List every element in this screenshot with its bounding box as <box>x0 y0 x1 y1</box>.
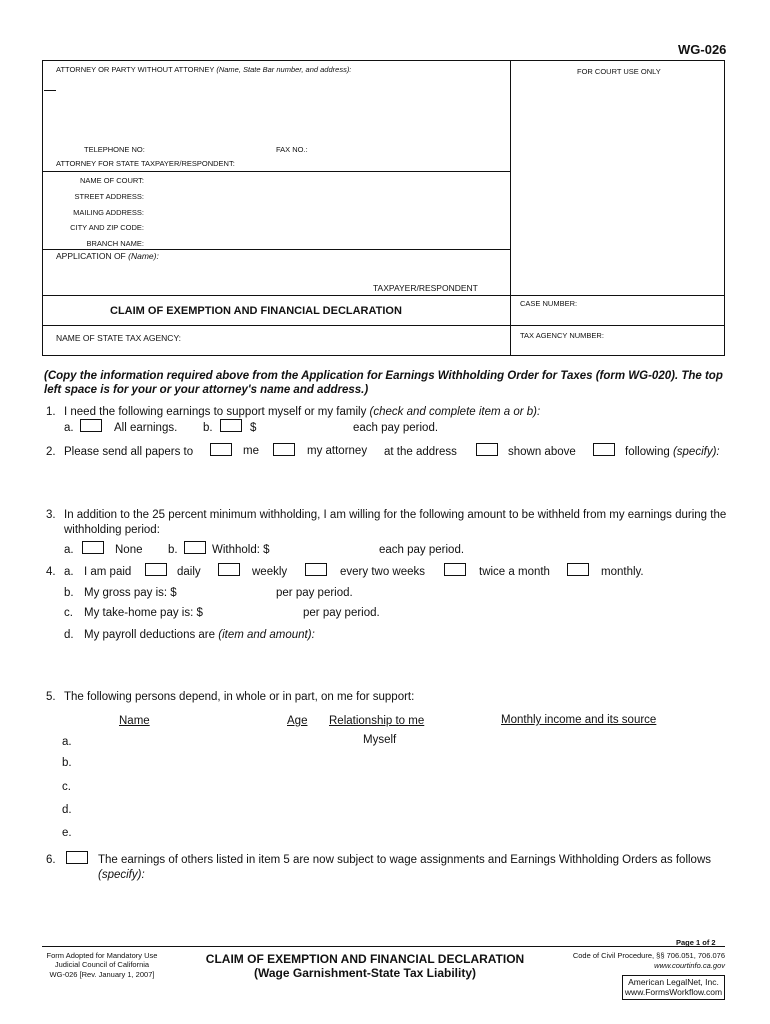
item5-myself: Myself <box>363 734 397 746</box>
item4-c-tail: per pay period. <box>303 607 380 619</box>
page-number: Page 1 of 2 <box>676 938 716 947</box>
divider-title-agency <box>42 325 725 326</box>
item1-b-checkbox[interactable] <box>220 419 242 432</box>
adopted-line-2: Judicial Council of California <box>54 960 150 969</box>
publisher-name: American LegalNet, Inc. <box>628 977 719 987</box>
item2-following-checkbox[interactable] <box>593 443 615 456</box>
item4-weekly-label: weekly <box>252 566 288 578</box>
item5-row-e: e. <box>62 827 72 839</box>
item5-row-c: c. <box>62 781 71 793</box>
item4-daily-label: daily <box>177 566 201 578</box>
item5-row-b: b. <box>62 757 72 769</box>
item3-a-label: a. <box>64 544 74 556</box>
item4-daily-checkbox[interactable] <box>145 563 167 576</box>
footer-rule <box>42 946 725 947</box>
application-of-label: APPLICATION OF (Name): <box>56 251 159 261</box>
attorney-for-label: ATTORNEY FOR STATE TAXPAYER/RESPONDENT: <box>56 159 235 168</box>
item6-number: 6. <box>46 854 56 866</box>
item4-c-label: c. <box>64 607 73 619</box>
item4-c-text: My take-home pay is: $ <box>84 607 203 619</box>
form-number: WG-026 <box>678 42 727 57</box>
item2-text: Please send all papers to <box>64 446 194 458</box>
item5-col-name: Name <box>119 715 150 727</box>
taxpayer-label: TAXPAYER/RESPONDENT <box>373 283 478 293</box>
item4-every-two-weeks-label: every two weeks <box>340 566 426 578</box>
item1-b-dollar: $ <box>250 422 257 434</box>
item5-row-a: a. <box>62 736 72 748</box>
item2-me-checkbox[interactable] <box>210 443 232 456</box>
item4-b-tail: per pay period. <box>276 587 353 599</box>
item4-weekly-checkbox[interactable] <box>218 563 240 576</box>
tax-agency-number-label: TAX AGENCY NUMBER: <box>520 331 604 340</box>
item4-monthly-checkbox[interactable] <box>567 563 589 576</box>
divider-attorney-court <box>42 171 510 172</box>
item3-a-checkbox[interactable] <box>82 541 104 554</box>
mailing-address-label: MAILING ADDRESS: <box>73 208 144 217</box>
item5-col-income: Monthly income and its source <box>501 714 657 726</box>
divider-court-application <box>42 249 510 250</box>
item1-text: I need the following earnings to support myself or my family (check and complete item a or b): <box>64 406 541 418</box>
court-use-label: FOR COURT USE ONLY <box>577 67 661 76</box>
telephone-label: TELEPHONE NO: <box>84 145 145 154</box>
item1-a-text: All earnings. <box>114 422 178 434</box>
fax-label: FAX NO.: <box>276 145 308 154</box>
item4-d-text: My payroll deductions are (item and amount): <box>84 629 315 641</box>
item3-b-tail: each pay period. <box>379 544 465 556</box>
item3-b-text: Withhold: $ <box>212 544 270 556</box>
intro-line-1: (Copy the information required above from the Application for Earnings Withholding Order for Taxes (form WG-020). The top <box>44 370 723 382</box>
court-name-label: NAME OF COURT: <box>79 176 144 185</box>
item1-a-checkbox[interactable] <box>80 419 102 432</box>
adopted-line-1: Form Adopted for Mandatory Use <box>46 951 158 960</box>
item3-number: 3. <box>46 509 56 521</box>
item2-address-label: at the address <box>384 446 457 458</box>
item4-monthly-label: monthly. <box>601 566 644 578</box>
header-vertical-divider <box>510 60 511 356</box>
item1-b-label: b. <box>203 422 213 434</box>
item3-a-text: None <box>115 544 143 556</box>
item2-attorney-label: my attorney <box>307 445 368 457</box>
form-title: CLAIM OF EXEMPTION AND FINANCIAL DECLARATION <box>110 305 402 317</box>
item2-following-label: following (specify): <box>625 446 720 458</box>
item3-line-2: withholding period: <box>64 524 160 536</box>
item5-text: The following persons depend, in whole or in part, on me for support: <box>64 691 415 703</box>
item4-every-two-weeks-checkbox[interactable] <box>305 563 327 576</box>
item4-a-label: a. <box>64 566 74 578</box>
item6-checkbox[interactable] <box>66 851 88 864</box>
item5-number: 5. <box>46 691 56 703</box>
intro-line-2: left space is for your or your attorney's name and address.) <box>44 384 369 396</box>
form-revision: WG-026 [Rev. January 1, 2007] <box>49 970 155 979</box>
item4-twice-month-checkbox[interactable] <box>444 563 466 576</box>
item6-text: The earnings of others listed in item 5 are now subject to wage assignments and Earnings Withholding Orders as follows <box>98 854 712 866</box>
item1-number: 1. <box>46 406 56 418</box>
item1-b-tail: each pay period. <box>353 422 439 434</box>
footer-title: CLAIM OF EXEMPTION AND FINANCIAL DECLARATION <box>205 952 525 966</box>
item4-b-text: My gross pay is: $ <box>84 587 177 599</box>
item4-d-label: d. <box>64 629 74 641</box>
state-tax-agency-label: NAME OF STATE TAX AGENCY: <box>56 333 182 343</box>
item2-me-label: me <box>243 445 259 457</box>
item2-number: 2. <box>46 446 56 458</box>
code-reference: Code of Civil Procedure, §§ 706.051, 706.076 <box>572 951 725 960</box>
divider-application-title <box>42 295 725 296</box>
item4-number: 4. <box>46 566 56 578</box>
attorney-label: ATTORNEY OR PARTY WITHOUT ATTORNEY (Name, State Bar number, and address): <box>56 65 352 74</box>
street-address-label: STREET ADDRESS: <box>74 192 144 201</box>
item5-col-age: Age <box>287 715 308 727</box>
publisher-url[interactable]: www.FormsWorkflow.com <box>624 987 723 997</box>
margin-tick <box>44 90 56 91</box>
item2-shown-label: shown above <box>508 446 576 458</box>
branch-name-label: BRANCH NAME: <box>86 239 144 248</box>
item1-a-label: a. <box>64 422 74 434</box>
item3-b-checkbox[interactable] <box>184 541 206 554</box>
item4-twice-month-label: twice a month <box>479 566 550 578</box>
item2-attorney-checkbox[interactable] <box>273 443 295 456</box>
item2-shown-checkbox[interactable] <box>476 443 498 456</box>
item5-row-d: d. <box>62 804 72 816</box>
case-number-label: CASE NUMBER: <box>520 299 578 308</box>
item4-a-text: I am paid <box>84 566 132 578</box>
item3-b-label: b. <box>168 544 178 556</box>
item4-b-label: b. <box>64 587 74 599</box>
item3-line-1: In addition to the 25 percent minimum withholding, I am willing for the following amount to be withheld from my earnings during the <box>64 509 727 521</box>
item5-col-relationship: Relationship to me <box>329 715 425 727</box>
courtinfo-url: www.courtinfo.ca.gov <box>654 961 725 970</box>
item6-hint: (specify): <box>98 869 145 881</box>
city-zip-label: CITY AND ZIP CODE: <box>70 223 144 232</box>
footer-subtitle: (Wage Garnishment-State Tax Liability) <box>253 966 477 980</box>
